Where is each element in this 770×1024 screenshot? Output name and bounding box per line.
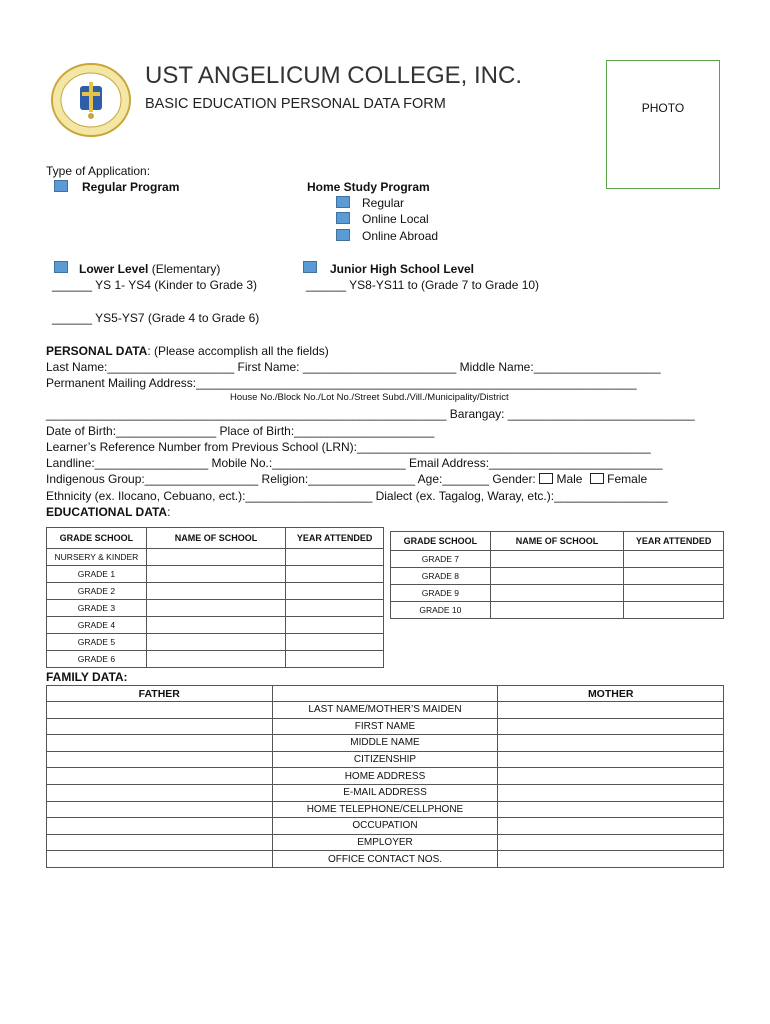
school-cell[interactable] bbox=[490, 568, 623, 585]
grade-label: GRADE 4 bbox=[47, 617, 147, 634]
names-line[interactable]: Last Name:___________________ First Name: _______________________ Middle Name:___________________ bbox=[46, 360, 661, 374]
college-name: UST ANGELICUM COLLEGE, INC. bbox=[145, 62, 522, 89]
hs-online-abroad-label: Online Abroad bbox=[362, 229, 439, 243]
grade-label: GRADE 6 bbox=[47, 651, 147, 668]
contact-line[interactable]: Landline:_________________ Mobile No.:____________________ Email Address:__________________________ bbox=[46, 456, 663, 470]
personal-data-heading: PERSONAL DATA: (Please accomplish all the fields) bbox=[46, 344, 329, 358]
hs-online-abroad-checkbox[interactable] bbox=[336, 229, 350, 241]
grade-label: GRADE 7 bbox=[391, 551, 491, 568]
regular-program-checkbox[interactable] bbox=[54, 180, 68, 192]
photo-label: PHOTO bbox=[641, 101, 685, 115]
school-cell[interactable] bbox=[146, 651, 285, 668]
grade-label: GRADE 5 bbox=[47, 634, 147, 651]
school-cell[interactable] bbox=[146, 617, 285, 634]
photo-box[interactable] bbox=[606, 60, 720, 189]
field-label: HOME TELEPHONE/CELLPHONE bbox=[272, 801, 498, 818]
father-header: FATHER bbox=[47, 686, 273, 702]
barangay-line[interactable]: ____________________________________________________________ Barangay: ____________________________ bbox=[46, 407, 695, 421]
mailing-address-line[interactable]: Permanent Mailing Address:__________________________________________________________________ bbox=[46, 376, 637, 390]
year-cell[interactable] bbox=[286, 583, 384, 600]
mother-cell[interactable] bbox=[498, 751, 724, 768]
lrn-line[interactable]: Learner’s Reference Number from Previous School (LRN):____________________________________________ bbox=[46, 440, 651, 454]
col-year-attended: YEAR ATTENDED bbox=[286, 528, 384, 549]
hs-regular-checkbox[interactable] bbox=[336, 196, 350, 208]
grade-label: GRADE 2 bbox=[47, 583, 147, 600]
father-cell[interactable] bbox=[47, 718, 273, 735]
mother-cell[interactable] bbox=[498, 702, 724, 719]
field-label: OCCUPATION bbox=[272, 818, 498, 835]
indigenous-line[interactable]: Indigenous Group:_________________ Religion:________________ Age:_______ Gender: Male Female bbox=[46, 472, 648, 486]
jhs-ys8-11[interactable]: ______ YS8-YS11 to (Grade 7 to Grade 10) bbox=[306, 278, 540, 292]
school-cell[interactable] bbox=[490, 585, 623, 602]
female-checkbox[interactable] bbox=[590, 473, 604, 484]
field-label: LAST NAME/MOTHER’S MAIDEN bbox=[272, 702, 498, 719]
high-school-table bbox=[390, 531, 724, 619]
school-cell[interactable] bbox=[490, 551, 623, 568]
year-cell[interactable] bbox=[286, 600, 384, 617]
male-label: Male bbox=[556, 472, 583, 486]
father-cell[interactable] bbox=[47, 834, 273, 851]
father-cell[interactable] bbox=[47, 702, 273, 719]
field-label: CITIZENSHIP bbox=[272, 751, 498, 768]
father-cell[interactable] bbox=[47, 801, 273, 818]
year-cell[interactable] bbox=[286, 651, 384, 668]
field-label: HOME ADDRESS bbox=[272, 768, 498, 785]
field-label: MIDDLE NAME bbox=[272, 735, 498, 752]
grade-school-table bbox=[46, 527, 384, 668]
field-label: E-MAIL ADDRESS bbox=[272, 784, 498, 801]
grade-label: GRADE 1 bbox=[47, 566, 147, 583]
col-year-attended: YEAR ATTENDED bbox=[624, 532, 724, 551]
field-label: EMPLOYER bbox=[272, 834, 498, 851]
col-grade-school: GRADE SCHOOL bbox=[391, 532, 491, 551]
grade-label: GRADE 10 bbox=[391, 602, 491, 619]
mother-cell[interactable] bbox=[498, 834, 724, 851]
grade-label: GRADE 8 bbox=[391, 568, 491, 585]
college-seal-logo bbox=[50, 62, 132, 138]
form-title: BASIC EDUCATION PERSONAL DATA FORM bbox=[145, 96, 446, 112]
year-cell[interactable] bbox=[624, 568, 724, 585]
year-cell[interactable] bbox=[624, 551, 724, 568]
year-cell[interactable] bbox=[624, 602, 724, 619]
mother-cell[interactable] bbox=[498, 784, 724, 801]
educational-data-heading: EDUCATIONAL DATA: bbox=[46, 505, 171, 519]
lower-level-ys5-7[interactable]: ______ YS5-YS7 (Grade 4 to Grade 6) bbox=[52, 311, 260, 325]
col-name-of-school: NAME OF SCHOOL bbox=[146, 528, 285, 549]
family-data-heading: FAMILY DATA: bbox=[46, 670, 128, 684]
school-cell[interactable] bbox=[146, 600, 285, 617]
mother-cell[interactable] bbox=[498, 801, 724, 818]
hs-online-local-label: Online Local bbox=[362, 212, 429, 226]
hs-regular-label: Regular bbox=[362, 196, 405, 210]
ethnicity-line[interactable]: Ethnicity (ex. Ilocano, Cebuano, ect.):___________________ Dialect (ex. Tagalog, Waray, etc.):_________________ bbox=[46, 489, 668, 503]
year-cell[interactable] bbox=[286, 617, 384, 634]
home-study-program-label: Home Study Program bbox=[307, 180, 430, 194]
mother-header: MOTHER bbox=[498, 686, 724, 702]
mother-cell[interactable] bbox=[498, 818, 724, 835]
lower-level-label: Lower Level (Elementary) bbox=[79, 262, 221, 276]
school-cell[interactable] bbox=[490, 602, 623, 619]
father-cell[interactable] bbox=[47, 735, 273, 752]
col-grade-school: GRADE SCHOOL bbox=[47, 528, 147, 549]
col-name-of-school: NAME OF SCHOOL bbox=[490, 532, 623, 551]
field-label: OFFICE CONTACT NOS. bbox=[272, 851, 498, 868]
father-cell[interactable] bbox=[47, 768, 273, 785]
father-cell[interactable] bbox=[47, 851, 273, 868]
field-label: FIRST NAME bbox=[272, 718, 498, 735]
male-checkbox[interactable] bbox=[539, 473, 553, 484]
year-cell[interactable] bbox=[624, 585, 724, 602]
year-cell[interactable] bbox=[286, 634, 384, 651]
school-cell[interactable] bbox=[146, 549, 285, 566]
grade-label: GRADE 3 bbox=[47, 600, 147, 617]
address-hint: House No./Block No./Lot No./Street Subd./Vill./Municipality/District bbox=[230, 392, 509, 403]
blank-header bbox=[272, 686, 498, 702]
female-label: Female bbox=[607, 472, 648, 486]
mother-cell[interactable] bbox=[498, 768, 724, 785]
regular-program-label: Regular Program bbox=[82, 180, 180, 194]
school-cell[interactable] bbox=[146, 634, 285, 651]
lower-level-checkbox[interactable] bbox=[54, 261, 68, 273]
year-cell[interactable] bbox=[286, 566, 384, 583]
mother-cell[interactable] bbox=[498, 735, 724, 752]
family-table bbox=[46, 685, 724, 868]
jhs-label: Junior High School Level bbox=[330, 262, 475, 276]
year-cell[interactable] bbox=[286, 549, 384, 566]
school-cell[interactable] bbox=[146, 583, 285, 600]
father-cell[interactable] bbox=[47, 751, 273, 768]
hs-online-local-checkbox[interactable] bbox=[336, 212, 350, 224]
lower-level-ys1-4[interactable]: ______ YS 1- YS4 (Kinder to Grade 3) bbox=[52, 278, 258, 292]
birth-line[interactable]: Date of Birth:_______________ Place of Birth:_____________________ bbox=[46, 424, 435, 438]
grade-label: NURSERY & KINDER bbox=[47, 549, 147, 566]
grade-label: GRADE 9 bbox=[391, 585, 491, 602]
school-cell[interactable] bbox=[146, 566, 285, 583]
application-type-label: Type of Application: bbox=[46, 164, 151, 178]
father-cell[interactable] bbox=[47, 784, 273, 801]
jhs-checkbox[interactable] bbox=[303, 261, 317, 273]
father-cell[interactable] bbox=[47, 818, 273, 835]
mother-cell[interactable] bbox=[498, 718, 724, 735]
mother-cell[interactable] bbox=[498, 851, 724, 868]
